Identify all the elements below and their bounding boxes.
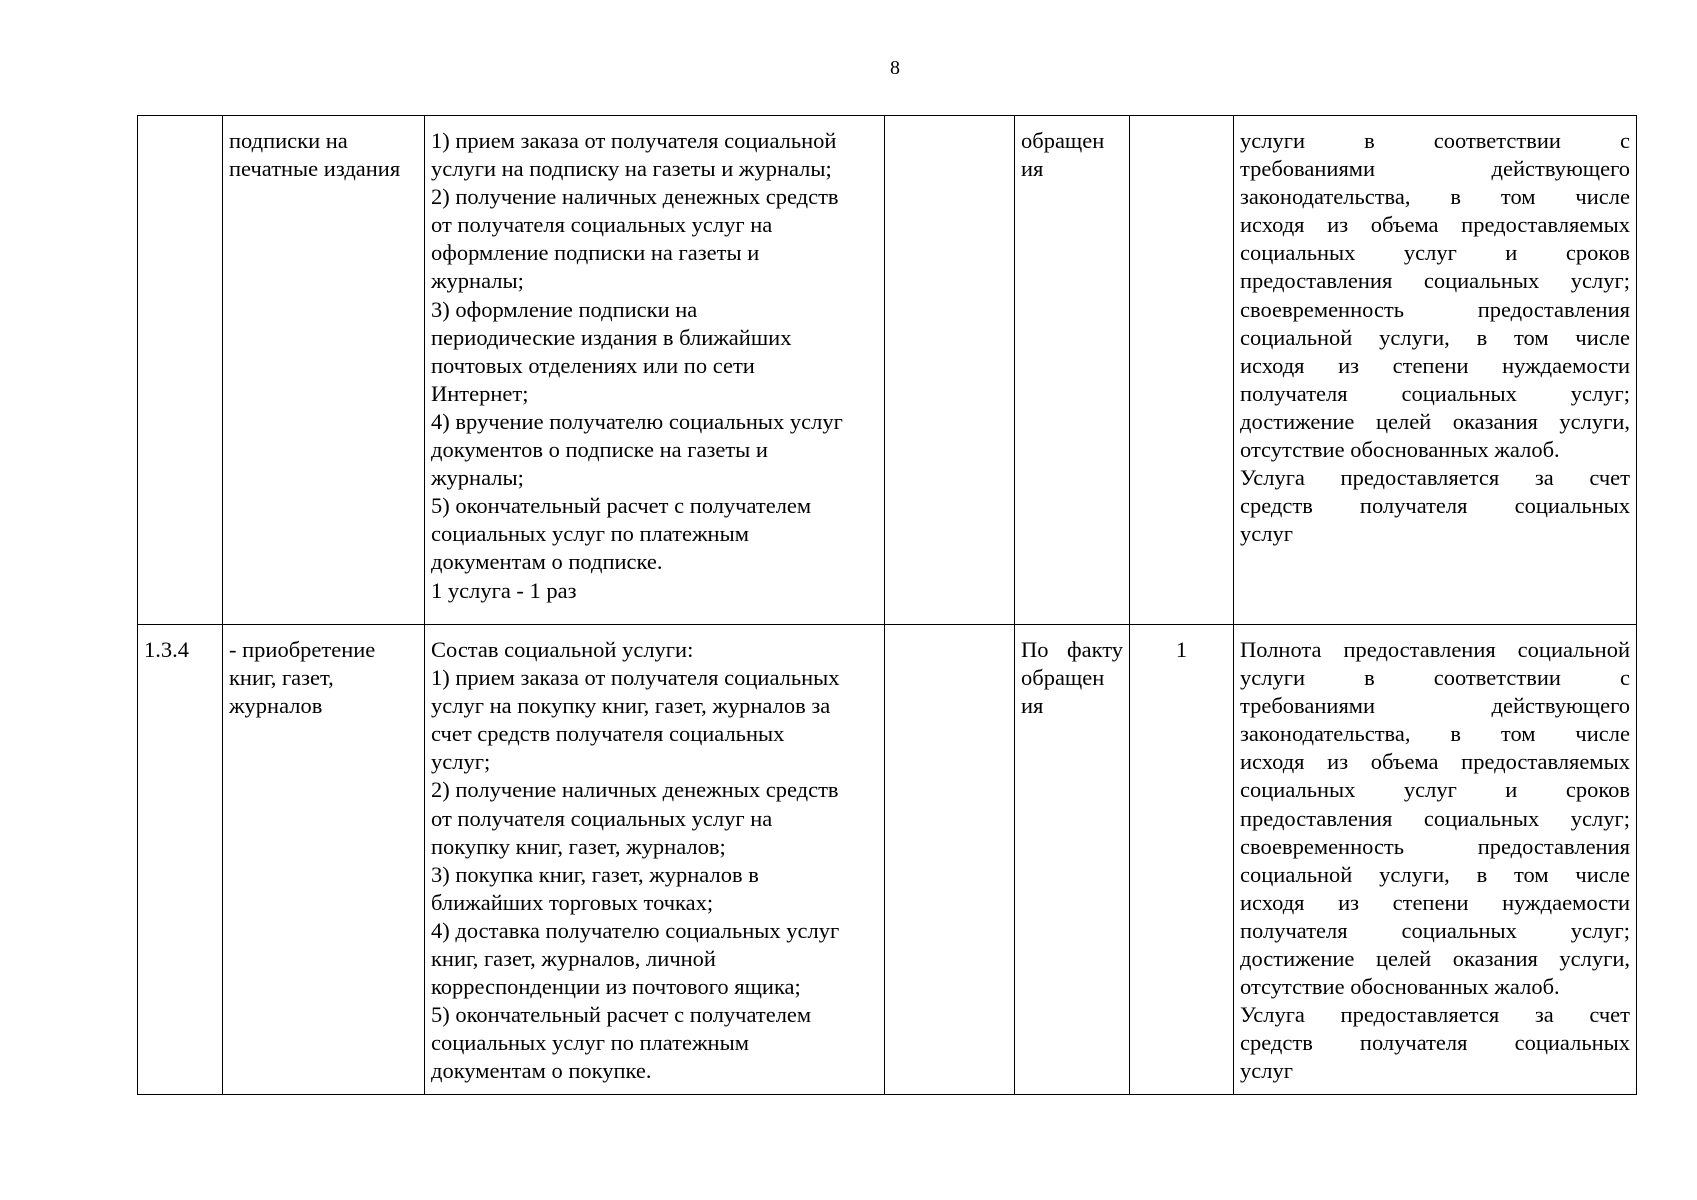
cell-service-content [425, 116, 885, 625]
quality-line: получателя социальных услуг; [1240, 380, 1630, 406]
quality-line: предоставления социальных услуг; [1240, 268, 1630, 294]
quality-line: достижение целей оказания услуги, [1240, 408, 1630, 434]
quality-line: Услуга предоставляется за счет [1240, 1002, 1630, 1028]
service-content-line: 5) окончательный расчет с получателем [431, 1002, 812, 1028]
service-name-line: печатные издания [229, 156, 401, 182]
table-row [138, 625, 1637, 1095]
cell-periodicity [1015, 116, 1130, 625]
quality-line: исходя из степени нуждаемости [1240, 352, 1630, 378]
service-content-line: почтовых отделениях или по сети [431, 352, 755, 378]
service-content-line: услуг; [431, 749, 491, 775]
quality-line: своевременность предоставления [1240, 296, 1630, 322]
quality-line: социальной услуги, в том числе [1240, 861, 1630, 887]
service-content-line: 3) покупка книг, газет, журналов в [431, 861, 759, 887]
quality-line: средств получателя социальных [1240, 1030, 1630, 1056]
services-table-body [138, 116, 1637, 1095]
service-content-line: социальных услуг по платежным [431, 1030, 749, 1056]
service-name-line: подписки на [229, 128, 348, 153]
quality-line: социальной услуги, в том числе [1240, 324, 1630, 350]
table-row [138, 116, 1637, 625]
service-content-line: книг, газет, журналов, личной [431, 946, 716, 972]
quality-line: социальных услуг и сроков [1240, 240, 1630, 266]
service-content-line: документам о подписке. [431, 549, 663, 575]
quality-line: услуги в соответствии с [1240, 665, 1630, 691]
service-name-line: журналов [229, 693, 323, 719]
service-content-line: документам о покупке. [431, 1058, 652, 1084]
service-content-line: оформление подписки на газеты и [431, 240, 760, 266]
service-content-line: социальных услуг по платежным [431, 521, 749, 547]
quality-line: отсутствие обоснованных жалоб. [1240, 974, 1560, 1000]
services-table [137, 115, 1637, 1095]
service-content-line: ближайших торговых точках; [431, 889, 714, 915]
quality-line: исходя из объема предоставляемых [1240, 749, 1630, 775]
service-content-line: 1 услуга - 1 раз [431, 577, 577, 603]
cell-volume: 1 [1130, 625, 1234, 1095]
quality-line: законодательства, в том числе [1240, 721, 1630, 747]
page-number: 8 [890, 57, 900, 79]
quality-line: предоставления социальных услуг; [1240, 805, 1630, 831]
service-content-line: Интернет; [431, 380, 529, 406]
periodicity-line: ия [1021, 156, 1044, 182]
quality-line: услуг [1240, 521, 1293, 547]
quality-line: исходя из степени нуждаемости [1240, 889, 1630, 915]
service-name-line: книг, газет, [229, 665, 334, 691]
periodicity-line: По факту [1021, 637, 1123, 662]
cell-volume [1130, 116, 1234, 625]
quality-line: получателя социальных услуг; [1240, 917, 1630, 943]
service-content-line: корреспонденции из почтового ящика; [431, 974, 801, 1000]
service-content-line: 1) прием заказа от получателя социальной [431, 128, 837, 153]
cell-code [138, 116, 223, 625]
quality-line: социальных услуг и сроков [1240, 777, 1630, 803]
cell-empty [885, 625, 1015, 1095]
cell-empty [885, 116, 1015, 625]
quality-line: достижение целей оказания услуги, [1240, 946, 1630, 972]
cell-service-name [223, 116, 425, 625]
service-content-line: покупку книг, газет, журналов; [431, 833, 726, 859]
cell-code: 1.3.4 [138, 625, 223, 1095]
service-content-line: 1) прием заказа от получателя социальных [431, 665, 840, 691]
service-content-line: журналы; [431, 465, 524, 491]
service-name-line: - приобретение [229, 637, 376, 662]
cell-service-name [223, 625, 425, 1095]
quality-line: средств получателя социальных [1240, 493, 1630, 519]
quality-line: законодательства, в том числе [1240, 184, 1630, 210]
quality-line: услуги в соответствии с [1240, 128, 1630, 153]
periodicity-line: ия [1021, 693, 1044, 719]
service-content-line: от получателя социальных услуг на [431, 212, 773, 238]
service-content-line: 2) получение наличных денежных средств [431, 184, 839, 210]
service-content-line: от получателя социальных услуг на [431, 805, 773, 831]
service-content-line: услуг на покупку книг, газет, журналов за [431, 693, 831, 719]
service-content-line: периодические издания в ближайших [431, 324, 792, 350]
quality-line: требованиями действующего [1240, 693, 1630, 719]
periodicity-line: обращен [1021, 128, 1105, 153]
service-content-line: 4) доставка получателю социальных услуг [431, 917, 840, 943]
quality-line: отсутствие обоснованных жалоб. [1240, 437, 1560, 463]
quality-line: услуг [1240, 1058, 1293, 1084]
service-content-line: Состав социальной услуги: [431, 637, 694, 662]
service-content-line: 3) оформление подписки на [431, 296, 698, 322]
cell-quality [1234, 116, 1637, 625]
service-content-line: 5) окончательный расчет с получателем [431, 493, 812, 519]
quality-line: требованиями действующего [1240, 156, 1630, 182]
service-content-line: журналы; [431, 268, 524, 294]
periodicity-line: обращен [1021, 665, 1105, 691]
cell-service-content [425, 625, 885, 1095]
quality-line: своевременность предоставления [1240, 833, 1630, 859]
service-content-line: 2) получение наличных денежных средств [431, 777, 839, 803]
service-content-line: 4) вручение получателю социальных услуг [431, 408, 843, 434]
cell-periodicity [1015, 625, 1130, 1095]
quality-line: Услуга предоставляется за счет [1240, 465, 1630, 491]
service-content-line: услуги на подписку на газеты и журналы; [431, 156, 832, 182]
cell-quality [1234, 625, 1637, 1095]
service-content-line: документов о подписке на газеты и [431, 437, 768, 463]
quality-line: исходя из объема предоставляемых [1240, 212, 1630, 238]
service-content-line: счет средств получателя социальных [431, 721, 785, 747]
quality-line: Полнота предоставления социальной [1240, 637, 1630, 662]
